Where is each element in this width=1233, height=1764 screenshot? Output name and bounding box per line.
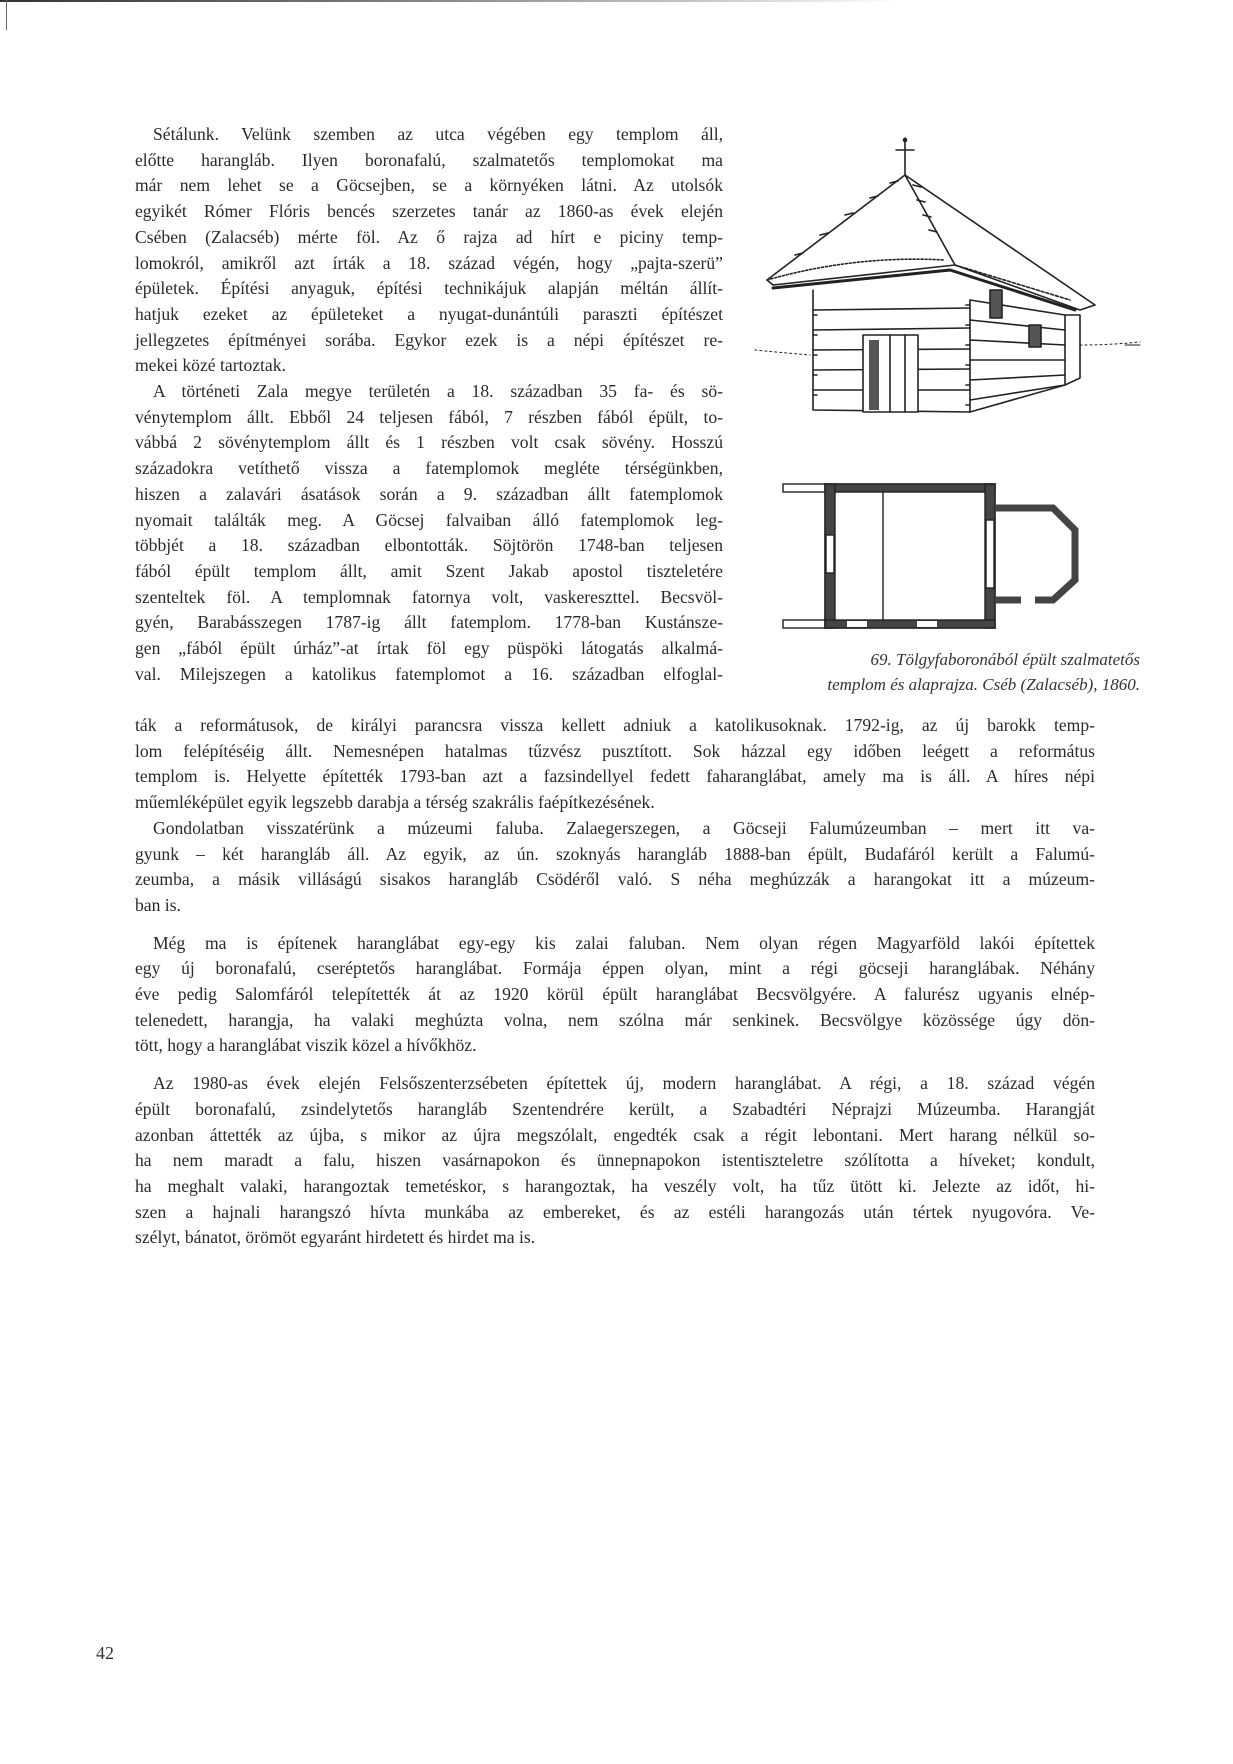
full-width-text [135,713,1095,1251]
text-line: többjét a 18. században elbontották. Söjtörön 1748-ban teljesen [135,535,723,556]
text-line: épületek. Építési anyaguk, építési technikájuk alapján méltán állít- [135,278,723,299]
paragraph-2-continued [135,713,1095,816]
text-line: ban is. [135,894,181,915]
text-line: telenedett, harangja, ha valaki meghúzta volna, nem szólna már senkinek. Becsvölgye közössége úgy dön- [135,1009,1095,1030]
text-line: fából épült templom állt, amit Szent Jakab apostol tiszteletére [135,560,723,581]
scan-edge-left [6,0,7,30]
caption-line-1: 69. Tölgyfaboronából épült szalmatetős [870,650,1140,669]
paragraph-3 [135,816,1095,919]
text-line: val. Milejszegen a katolikus fatemplomot a 16. században elfoglal- [135,663,723,684]
text-line: A történeti Zala megye területén a 18. században 35 fa- és sö- [153,381,723,402]
text-line: tött, hogy a haranglábat viszik közel a hívőkhöz. [135,1035,477,1056]
text-line: szélyt, bánatot, örömöt egyaránt hirdetett és hirdet ma is. [135,1227,536,1248]
church-floor-plan-illustration [765,460,1095,640]
text-line: századokra vetíthető vissza a fatemplomok megléte térségünkben, [135,458,723,479]
text-line: épült boronafalú, zsindelytetős harangláb Szentendrére került, a Szabadtéri Néprajzi Múzeumba. Harangját [135,1098,1095,1119]
column-text [135,122,723,687]
text-line: egyikét Rómer Flóris bencés szerzetes tanár az 1860-as évek elején [135,201,723,222]
text-line: szenteltek föl. A templomnak fatornya volt, vaskereszttel. Becsvöl- [135,586,723,607]
text-line: ha nem maradt a falu, hiszen vasárnapokon és ünnepnapokon istentiszteletre szólította a híveket; kondult, [135,1150,1095,1171]
text-line: szen a hajnali harangszó hívta munkába az embereket, és az estéli harangozás után tértek nyugovóra. Ve- [135,1201,1095,1222]
text-line: előtte harangláb. Ilyen boronafalú, szalmatetős templomokat ma [135,149,723,170]
text-line: Még ma is építenek haranglábat egy-egy kis zalai faluban. Nem olyan régen Magyarföld lakói építettek [153,932,1095,953]
text-line: zeumba, a másik villáságú sisakos harangláb Csödéről való. S néha meghúzzák a harangokat itt a múzeum- [135,869,1095,890]
text-line: hiszen a zalavári ásatások során a 9. században állt fatemplomok [135,483,723,504]
text-line: jellegzetes építményei sorába. Egykor ezek is a népi építészet re- [135,329,723,350]
figure-caption [720,647,1140,697]
text-line: Gondolatban visszatérünk a múzeumi faluba. Zalaegerszegen, a Göcseji Falumúzeumban – mert itt va- [153,817,1095,838]
text-line: ták a reformátusok, de királyi parancsra vissza kellett adniuk a katolikusoknak. 1792-ig, az új barokk temp- [135,715,1095,735]
text-line: műemléképület egyik legszebb darabja a térség szakrális faépítkezésének. [135,792,655,813]
text-line: már nem lehet se a Göcsejben, se a környéken látni. Az utolsók [135,175,723,196]
church-drawing-illustration [745,120,1165,420]
text-line: templom is. Helyette építették 1793-ban azt a fazsindellyel fedett faharanglábat, amely ma is áll. A híres népi [135,766,1095,787]
text-line: egy új boronafalú, cseréptetős haranglábat. Formája éppen olyan, mint a régi göcseji haranglábak. Néhány [135,958,1095,979]
paragraph-5 [135,1071,1095,1251]
text-line: vénytemplom állt. Ebből 24 teljesen fából, 7 részben fából épült, to- [135,406,723,427]
text-line: lomokról, amikről azt írták a 18. század végén, hogy „pajta-szerü” [135,252,723,273]
text-line: Sétálunk. Velünk szemben az utca végében egy templom áll, [153,124,723,144]
paragraph-1 [135,122,723,379]
paragraph-4 [135,931,1095,1060]
text-line: vábbá 2 sövénytemplom állt és 1 részben volt csak sövény. Hosszú [135,432,723,453]
text-line: lom felépítéséig állt. Nemesnépen hatalmas tűzvész pusztított. Sok házzal egy időben leégett a református [135,740,1095,761]
page-number: 42 [96,1643,114,1663]
caption-line-2: templom és alaprajza. Cséb (Zalacséb), 1860. [827,675,1140,694]
text-line: nyomait találták meg. A Göcsej falvaiban álló fatemplomok leg- [135,509,723,530]
scan-edge-top [0,0,900,2]
text-line: hatjuk ezeket az épületeket a nyugat-dunántúli paraszti építészet [135,303,723,324]
text-line: éve pedig Salomfáról telepítették át az 1920 körül épült haranglábat Becsvölgyére. A falurész ugyanis elnép- [135,984,1095,1005]
text-line: gyén, Barabásszegen 1787-ig állt fatemplom. 1778-ban Kustánsze- [135,612,723,633]
text-line: Az 1980-as évek elején Felsőszenterzsébeten építettek új, modern haranglábat. A régi, a 18. század végén [153,1073,1095,1094]
text-line: mekei közé tartoztak. [135,355,286,376]
text-line: gen „fából épült úrház”-at írtak föl egy püspöki látogatás alkalmá- [135,638,723,659]
text-line: azonban áttették az újba, s mikor az újra megszólalt, engedték csak a régit lebontani. Mert harang nélkül so- [135,1124,1095,1145]
paragraph-2 [135,379,723,687]
text-line: gyunk – két harangláb áll. Az egyik, az ún. szoknyás harangláb 1888-ban épült, Budafáról került a Falumú- [135,843,1095,864]
text-line: ha meghalt valaki, harangoztak temetéskor, s harangoztak, ha veszély volt, ha tűz ütött ki. Jelezte az időt, hi- [135,1175,1095,1196]
text-line: Csében (Zalacséb) mérte föl. Az ő rajza ad hírt e piciny temp- [135,226,723,247]
